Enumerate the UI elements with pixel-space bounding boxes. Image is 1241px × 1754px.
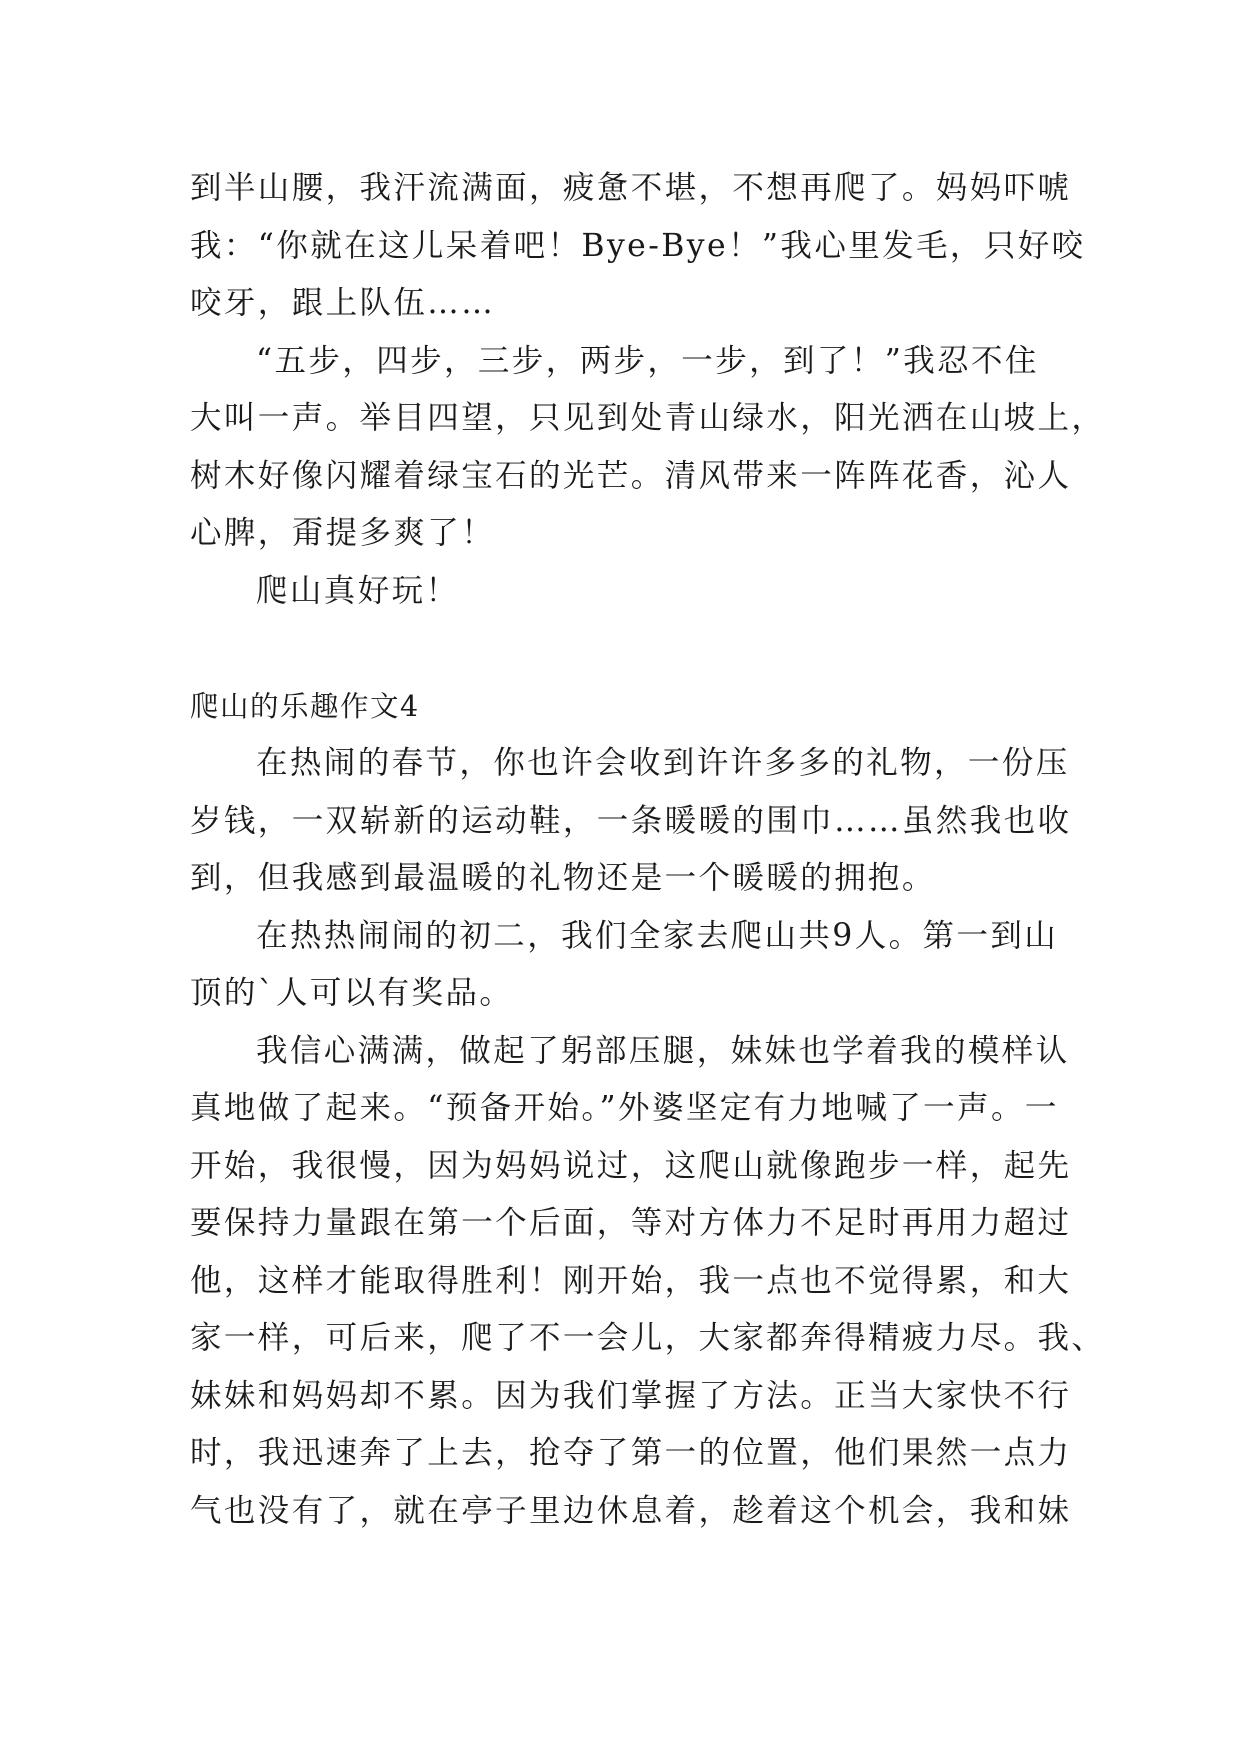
text-line: 在热闹的春节，你也许会收到许许多多的礼物，一份压	[256, 745, 1070, 781]
text-line: 树木好像闪耀着绿宝石的光芒。清风带来一阵阵花香，沁人	[190, 457, 1072, 494]
section-heading	[190, 678, 1060, 736]
text-line: 真地做了起来。“预备开始。”外婆坚定有力地喊了一声。一	[190, 1090, 1059, 1126]
text-line: 我：“你就在这儿呆着吧！Bye-Bye！”我心里发毛，只好咬	[190, 227, 1086, 264]
text-line: 家一样，可后来，爬了不一会儿，大家都奔得精疲力尽。我、	[190, 1320, 1106, 1356]
text-line: “五步，四步，三步，两步，一步，到了！”我忍不住	[256, 342, 1039, 379]
text-line: 要保持力量跟在第一个后面，等对方体力不足时再用力超过	[190, 1205, 1072, 1241]
paragraph	[190, 333, 1106, 563]
text-line: 大叫一声。举目四望，只见到处青山绿水，阳光洒在山坡上，	[190, 400, 1106, 436]
text-line: 心脾，甭提多爽了！	[190, 515, 496, 551]
text-line: 爬山的乐趣作文4	[190, 689, 420, 723]
text-line: 到，但我感到最温暖的礼物还是一个暖暖的拥抱。	[190, 860, 936, 896]
text-line: 岁钱，一双崭新的运动鞋，一条暖暖的围巾……虽然我也收	[190, 802, 1072, 839]
paragraph	[190, 160, 1086, 333]
text-line: 开始，我很慢，因为妈妈说过，这爬山就像跑步一样，起先	[190, 1147, 1072, 1184]
paragraph	[190, 563, 1060, 621]
text-line: 咬牙，跟上队伍……	[190, 285, 496, 321]
text-line: 到半山腰，我汗流满面，疲惫不堪，不想再爬了。妈妈吓唬	[190, 170, 1072, 206]
text-line: 顶的`人可以有奖品。	[190, 975, 514, 1011]
text-line: 我信心满满，做起了躬部压腿，妹妹也学着我的模样认	[256, 1032, 1070, 1069]
text-line: 爬山真好玩！	[256, 572, 460, 609]
text-line: 时，我迅速奔了上去，抢夺了第一的位置，他们果然一点力	[190, 1435, 1072, 1471]
text-line: 在热热闹闹的初二，我们全家去爬山共9人。第一到山	[256, 917, 1059, 954]
paragraph	[190, 735, 1072, 908]
text-line: 他，这样才能取得胜利！刚开始，我一点也不觉得累，和大	[190, 1262, 1072, 1299]
paragraph	[190, 1023, 1106, 1541]
paragraph-gap	[190, 620, 1060, 678]
document-page	[190, 160, 1106, 1540]
paragraph	[190, 908, 1060, 1023]
text-line: 气也没有了，就在亭子里边休息着，趁着这个机会，我和妹	[190, 1492, 1072, 1529]
text-line: 妹妹和妈妈却不累。因为我们掌握了方法。正当大家快不行	[190, 1377, 1072, 1414]
